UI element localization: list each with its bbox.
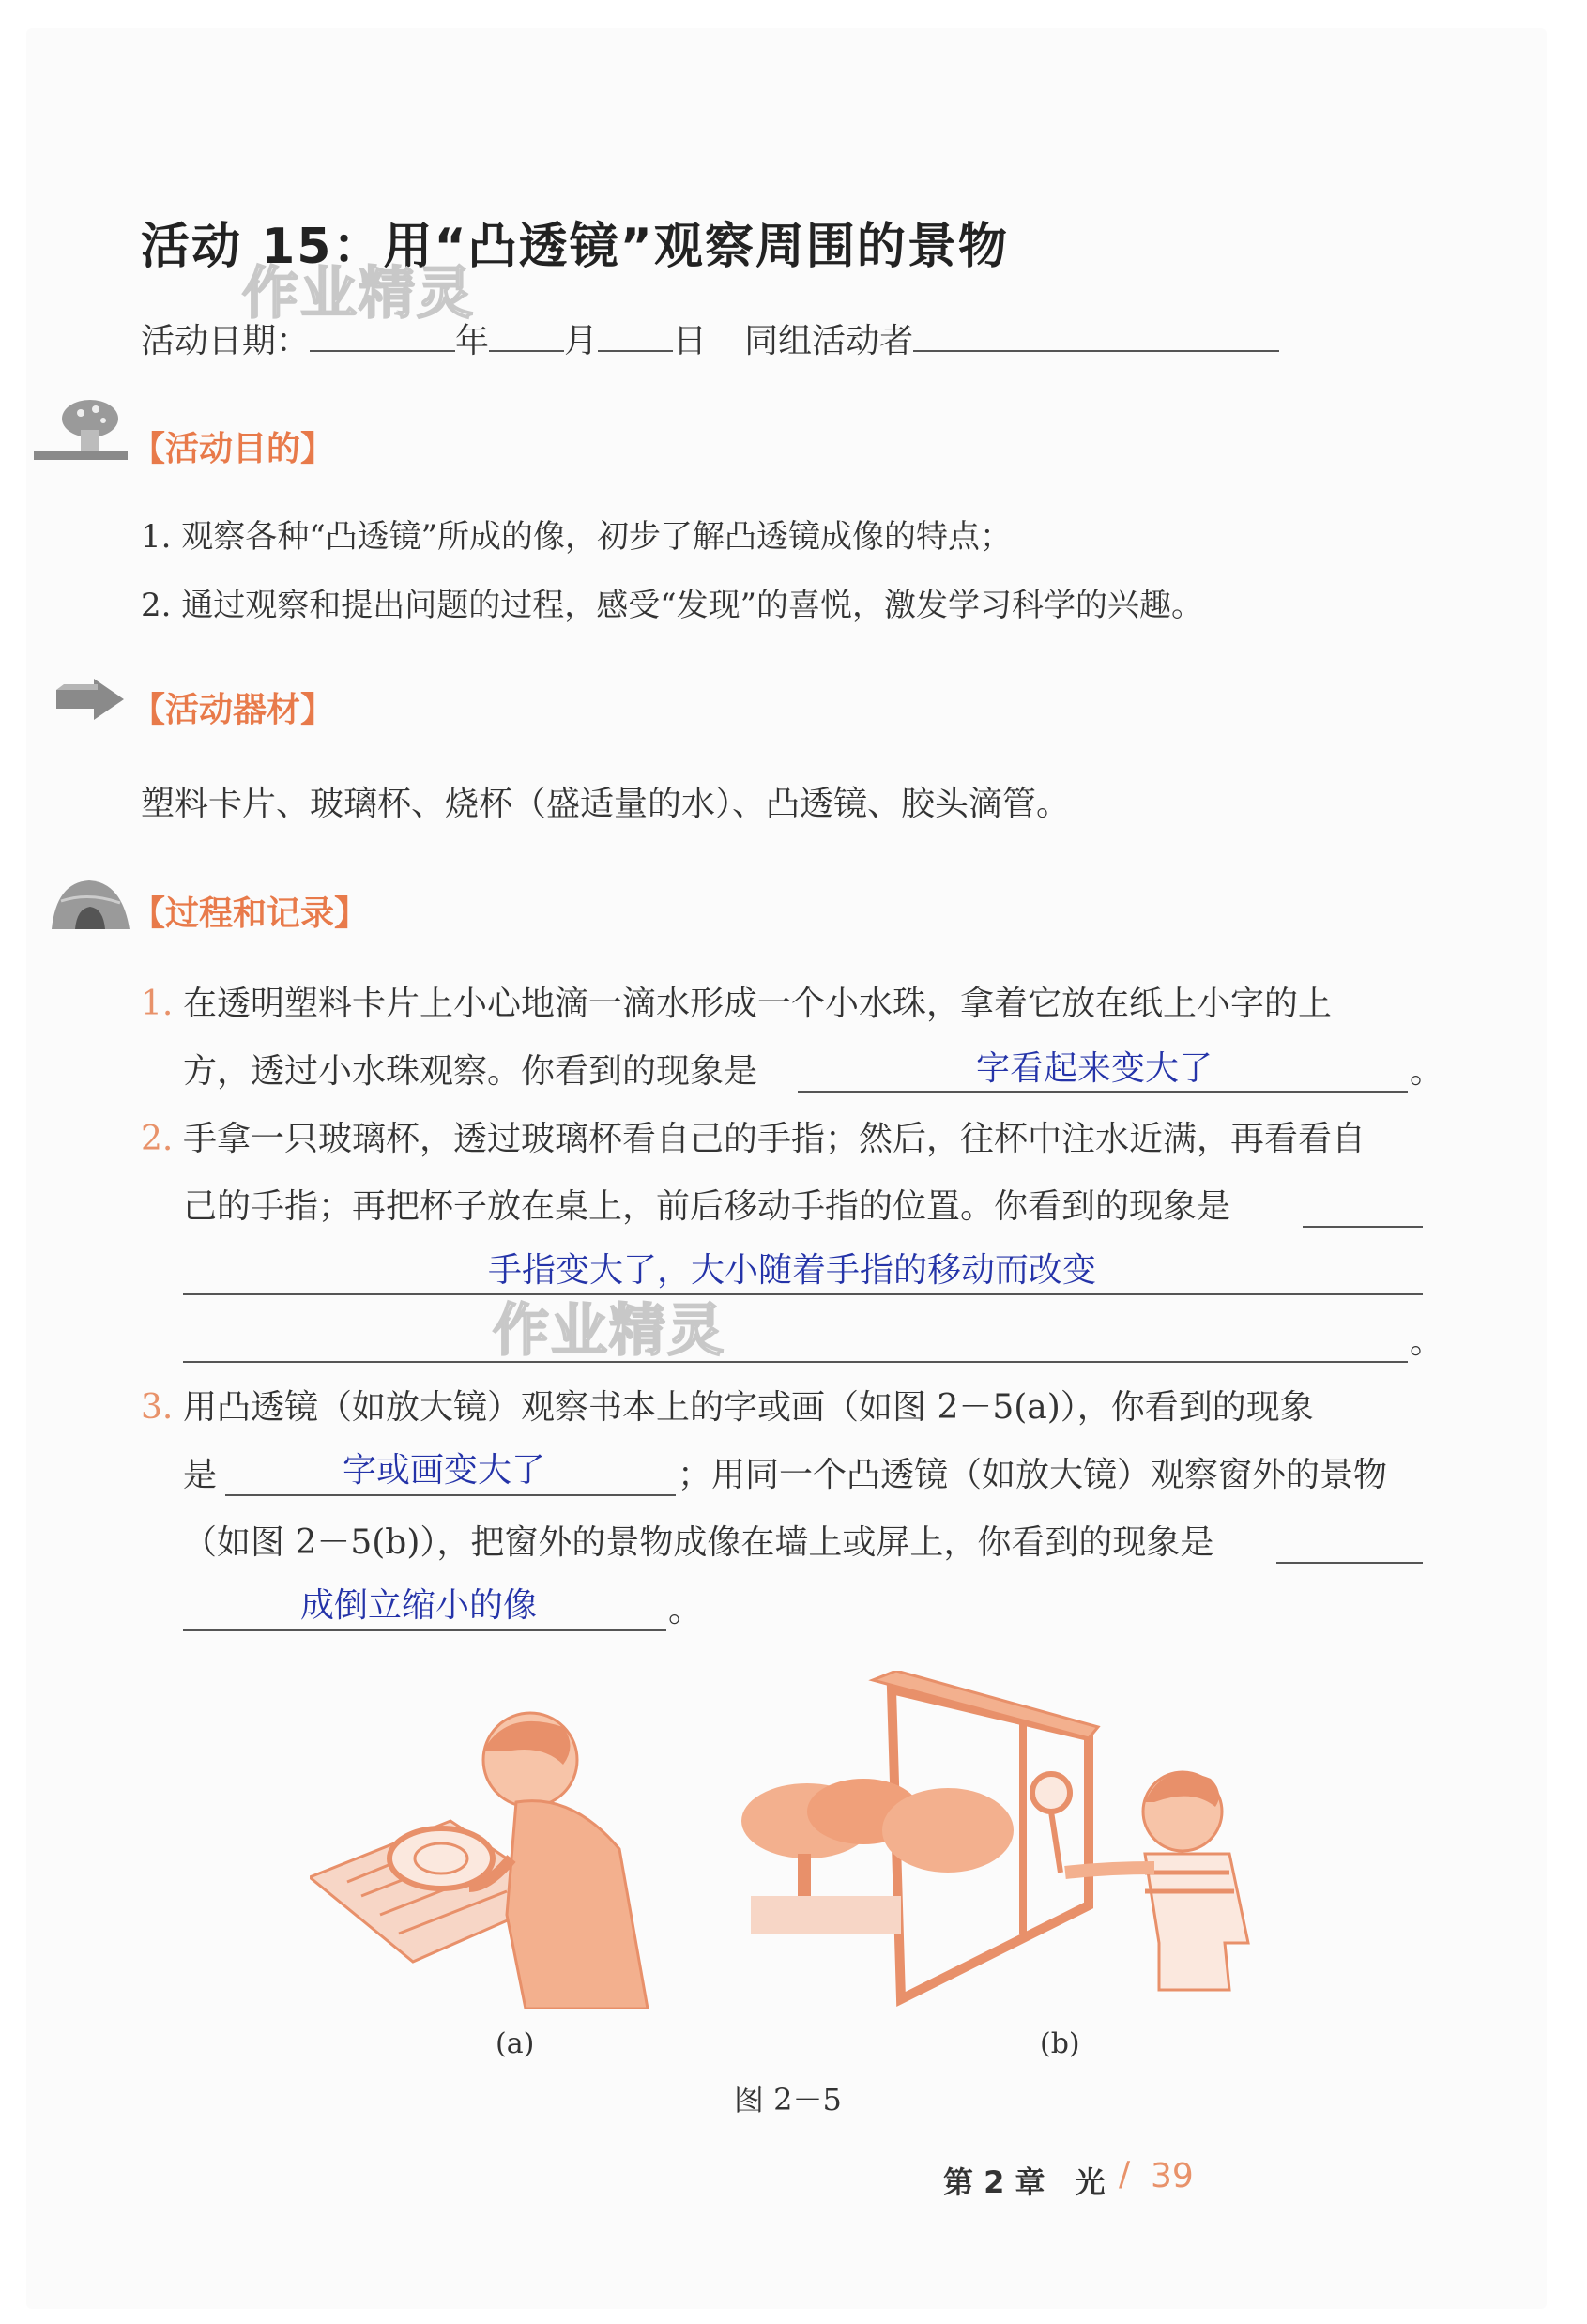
q1-answer-line[interactable] [798,1091,1408,1093]
activity-meta [141,314,1279,362]
footer-page-number: 39 [1151,2157,1194,2195]
q3-answer-2: 成倒立缩小的像 [300,1586,538,1625]
date-label: 活动日期： [141,322,311,360]
figure-a-boy-magnifier [310,1708,685,2009]
partners-blank[interactable] [913,322,1279,352]
q2-answer-line-2[interactable] [183,1293,1423,1295]
q2-line2: 己的手指；再把杯子放在桌上，前后移动手指的位置。你看到的现象是 [183,1187,1231,1226]
q3-line2-b: ；用同一个凸透镜（如放大镜）观察窗外的景物 [678,1456,1388,1494]
q3-answer-line-1[interactable] [225,1494,676,1496]
q1-period: 。 [1410,1052,1444,1091]
partners-label: 同组活动者 [744,322,914,360]
figure-b-caption: (b) [1040,2027,1080,2060]
year-blank[interactable] [310,322,455,352]
figure-caption: 图 2－5 [734,2082,842,2118]
footer-chapter: 第 2 章 光 [943,2164,1106,2200]
q3-line1: 用凸透镜（如放大镜）观察书本上的字或画（如图 2－5(a)），你看到的现象 [183,1388,1314,1427]
q2-answer-line-1[interactable] [1303,1226,1423,1228]
section-materials-heading: 【活动器材】 [131,691,335,729]
cave-icon [47,873,131,934]
month-blank[interactable] [489,322,564,352]
q3-answer-1: 字或画变大了 [343,1451,546,1490]
day-label: 日 [673,322,708,360]
q1-line2: 方，透过小水珠观察。你看到的现象是 [183,1052,758,1091]
figure-b-window-projection [741,1671,1267,2018]
watermark: 作业精灵 [242,261,475,327]
q1-answer: 字看起来变大了 [976,1049,1213,1088]
day-blank[interactable] [598,322,673,352]
q3-period: 。 [668,1591,703,1629]
figure-a-caption: (a) [496,2027,535,2060]
activity-title: 活动 15：用“凸透镜”观察周围的景物 [141,219,1009,275]
q3-answer-line-2b[interactable] [183,1629,666,1631]
q1-line1: 在透明塑料卡片上小心地滴一滴水形成一个小水珠，拿着它放在纸上小字的上 [183,985,1333,1023]
q3-line3: （如图 2－5(b)），把窗外的景物成像在墙上或屏上，你看到的现象是 [183,1523,1214,1562]
month-label: 月 [564,322,599,360]
footer-slash: / [1119,2155,1131,2194]
mushroom-icon [34,392,128,467]
purpose-item-1: 1. 观察各种“凸透镜”所成的像，初步了解凸透镜成像的特点； [141,518,1013,556]
q3-line2-a: 是 [183,1456,218,1494]
purpose-item-2: 2. 通过观察和提出问题的过程，感受“发现”的喜悦，激发学习科学的兴趣。 [141,587,1204,624]
year-label: 年 [455,322,490,360]
materials-text: 塑料卡片、玻璃杯、烧杯（盛适量的水）、凸透镜、胶头滴管。 [141,785,1071,823]
section-purpose-heading: 【活动目的】 [131,430,335,468]
arrow-block-icon [56,671,131,727]
q1-number: 1. [141,985,174,1023]
q2-answer-line-3[interactable] [183,1361,1408,1363]
q3-number: 3. [141,1388,174,1427]
watermark-2: 作业精灵 [493,1298,725,1364]
q2-period: 。 [1410,1323,1444,1361]
q2-answer: 手指变大了，大小随着手指的移动而改变 [488,1251,1097,1290]
q2-number: 2. [141,1120,174,1158]
q3-answer-line-2a[interactable] [1276,1562,1423,1564]
q2-line1: 手拿一只玻璃杯，透过玻璃杯看自己的手指；然后，往杯中注水近满，再看看自 [183,1120,1366,1158]
section-process-heading: 【过程和记录】 [131,894,369,933]
